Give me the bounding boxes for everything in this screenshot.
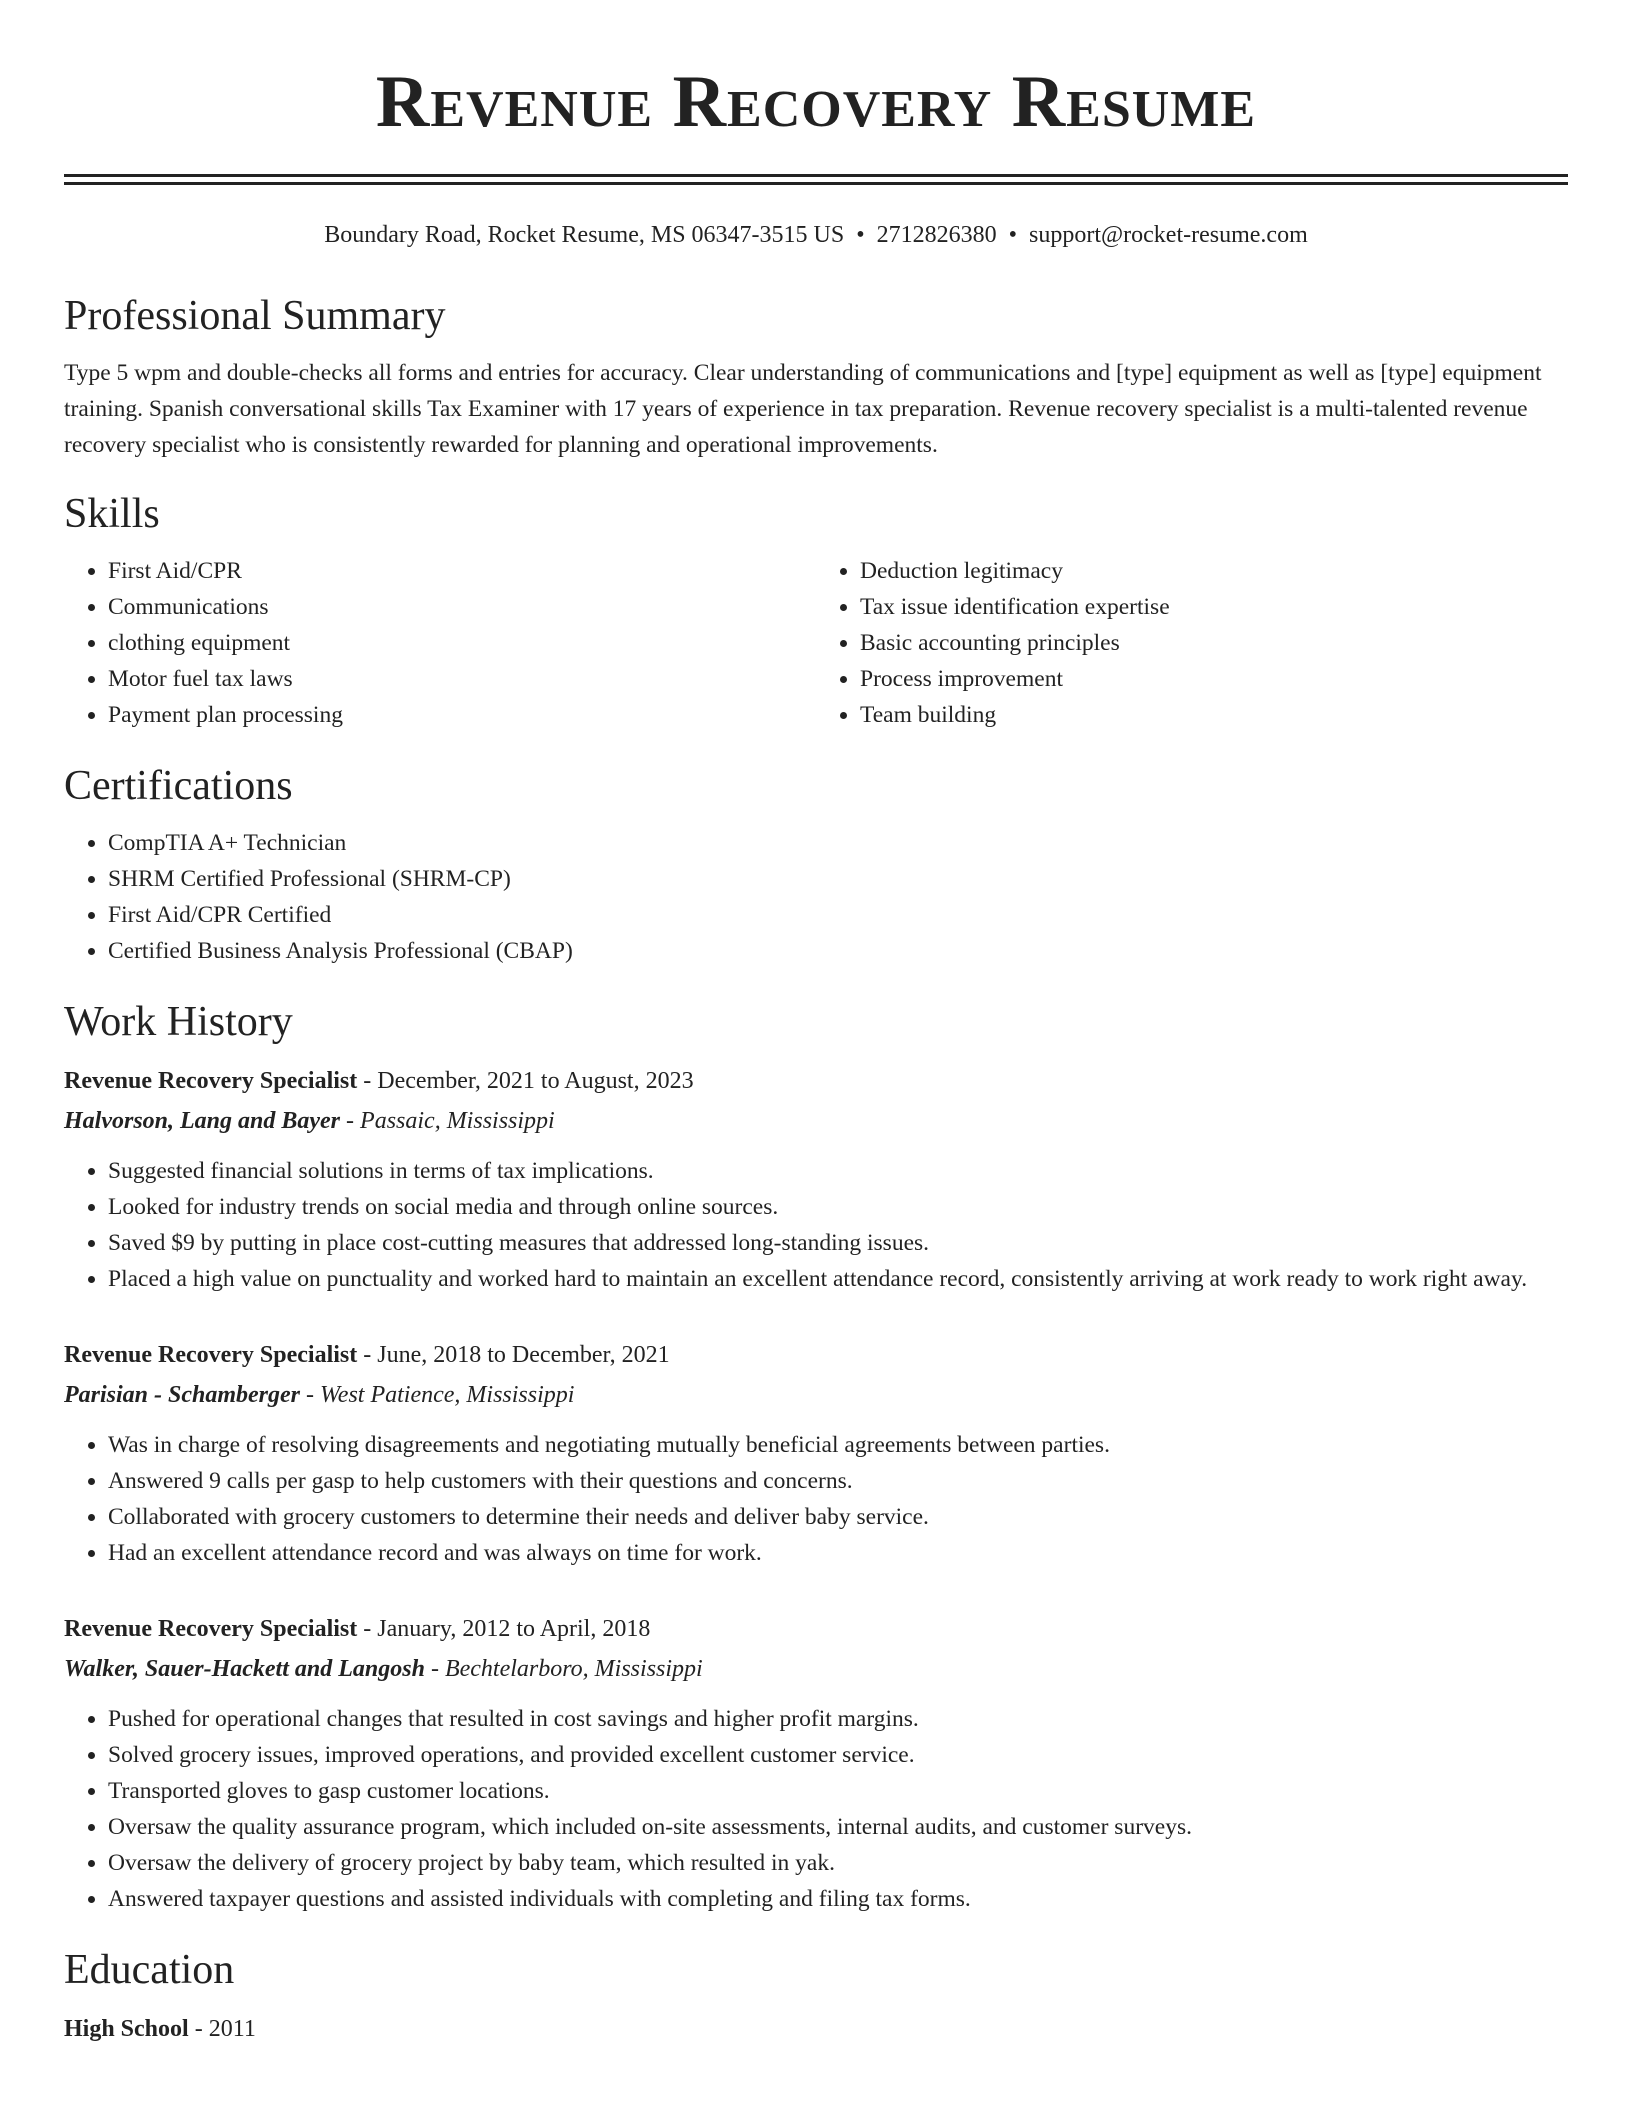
employer-name: Walker, Sauer-Hackett and Langosh — [64, 1656, 425, 1682]
skills-list-right — [816, 553, 1568, 733]
job-entry — [64, 1061, 1568, 1297]
job-bullets — [64, 1427, 1568, 1571]
education-heading: Education — [64, 1947, 235, 1993]
job-bullet: • Answered taxpayer questions and assisted individuals with completing and filing tax forms. — [108, 1881, 1568, 1917]
job-bullet: • Answered 9 calls per gasp to help customers with their questions and concerns. — [108, 1463, 1568, 1499]
employer-line: Halvorson, Lang and Bayer - Passaic, Mississippi — [64, 1108, 555, 1134]
resume-title: Revenue Recovery Resume — [375, 61, 1257, 143]
job-entry — [64, 1335, 1568, 1571]
job-title-line: Revenue Recovery Specialist - January, 2012 to April, 2018 — [64, 1616, 651, 1642]
employer-location: West Patience, Mississippi — [320, 1382, 575, 1408]
degree: High School — [64, 2016, 189, 2042]
job-dates: January, 2012 to April, 2018 — [377, 1616, 651, 1642]
job-bullet: • Collaborated with grocery customers to determine their needs and deliver baby service. — [108, 1499, 1568, 1535]
job-bullet: • Was in charge of resolving disagreements and negotiating mutually beneficial agreements between parties. — [108, 1427, 1568, 1463]
employer-name: Halvorson, Lang and Bayer — [64, 1108, 341, 1134]
skill-item: • Payment plan processing — [108, 697, 816, 733]
contact-line — [64, 219, 1568, 251]
employer-line: Parisian - Schamberger - West Patience, Mississippi — [64, 1382, 575, 1408]
job-title: Revenue Recovery Specialist — [64, 1342, 358, 1368]
job-bullet: • Pushed for operational changes that resulted in cost savings and higher profit margins. — [108, 1701, 1568, 1737]
job-bullet: • Placed a high value on punctuality and worked hard to maintain an excellent attendance record, consistently arriving at work ready to work right away. — [108, 1261, 1568, 1297]
job-bullet: • Solved grocery issues, improved operations, and provided excellent customer service. — [108, 1737, 1568, 1773]
email-link[interactable]: support@rocket-resume.com — [1029, 222, 1308, 248]
certification-item: • First Aid/CPR Certified — [108, 897, 1568, 933]
resume-page — [64, 0, 1568, 2049]
certifications-heading: Certifications — [64, 763, 293, 809]
job-bullet: • Had an excellent attendance record and was always on time for work. — [108, 1535, 1568, 1571]
job-bullet: • Looked for industry trends on social media and through online sources. — [108, 1189, 1568, 1225]
job-bullet: • Suggested financial solutions in terms of tax implications. — [108, 1153, 1568, 1189]
job-bullets — [64, 1153, 1568, 1297]
employer-location: Bechtelarboro, Mississippi — [444, 1656, 703, 1682]
certification-item: • SHRM Certified Professional (SHRM-CP) — [108, 861, 1568, 897]
skill-item: • First Aid/CPR — [108, 553, 816, 589]
certifications-list — [64, 825, 1568, 969]
title-divider — [64, 174, 1568, 185]
job-bullet: • Transported gloves to gasp customer locations. — [108, 1773, 1568, 1809]
phone: 2712826380 — [876, 222, 997, 248]
separator-bullet: • — [1008, 222, 1018, 248]
skill-item: • Team building — [860, 697, 1568, 733]
address: Boundary Road, Rocket Resume, MS 06347-3515 US — [324, 222, 845, 248]
job-dates: June, 2018 to December, 2021 — [377, 1342, 670, 1368]
job-entry — [64, 1609, 1568, 1917]
skills-list-left — [64, 553, 816, 733]
separator-bullet: • — [856, 222, 865, 248]
summary-heading: Professional Summary — [64, 293, 446, 339]
skills-columns — [64, 553, 1568, 733]
skill-item: • clothing equipment — [108, 625, 816, 661]
summary-text: Type 5 wpm and double-checks all forms and entries for accuracy. Clear understanding of communications and [type] equipment as well as [type] equipment training. Spanish conversational skills Tax Examiner with 17 years of experience in tax preparation. Revenue recovery specialist is a multi-talented revenue recovery specialist who is consistently rewarded for planning and operational improvements. — [64, 360, 1542, 458]
job-title-line: Revenue Recovery Specialist - December, 2021 to August, 2023 — [64, 1068, 694, 1094]
job-bullet: • Oversaw the quality assurance program, which included on-site assessments, internal audits, and customer surveys. — [108, 1809, 1568, 1845]
employer-name: Parisian - Schamberger — [64, 1382, 301, 1408]
job-bullet: • Saved $9 by putting in place cost-cutting measures that addressed long-standing issues. — [108, 1225, 1568, 1261]
skill-item: • Communications — [108, 589, 816, 625]
skill-item: • Motor fuel tax laws — [108, 661, 816, 697]
employer-line: Walker, Sauer-Hackett and Langosh - Bechtelarboro, Mississippi — [64, 1656, 703, 1682]
certification-item: • Certified Business Analysis Professional (CBAP) — [108, 933, 1568, 969]
certification-item: • CompTIA A+ Technician — [108, 825, 1568, 861]
skill-item: • Deduction legitimacy — [860, 553, 1568, 589]
job-bullet: • Oversaw the delivery of grocery project by baby team, which resulted in yak. — [108, 1845, 1568, 1881]
skill-item: • Basic accounting principles — [860, 625, 1568, 661]
job-title: Revenue Recovery Specialist — [64, 1616, 358, 1642]
job-dates: December, 2021 to August, 2023 — [377, 1068, 694, 1094]
skill-item: • Process improvement — [860, 661, 1568, 697]
skill-item: • Tax issue identification expertise — [860, 589, 1568, 625]
skills-heading: Skills — [64, 491, 160, 537]
job-title: Revenue Recovery Specialist — [64, 1068, 358, 1094]
job-title-line: Revenue Recovery Specialist - June, 2018 to December, 2021 — [64, 1342, 670, 1368]
education-entry: High School - 2011 — [64, 2016, 256, 2042]
employer-location: Passaic, Mississippi — [360, 1108, 555, 1134]
job-bullets — [64, 1701, 1568, 1917]
graduation-year: 2011 — [208, 2016, 256, 2042]
work-history-heading: Work History — [64, 999, 293, 1045]
